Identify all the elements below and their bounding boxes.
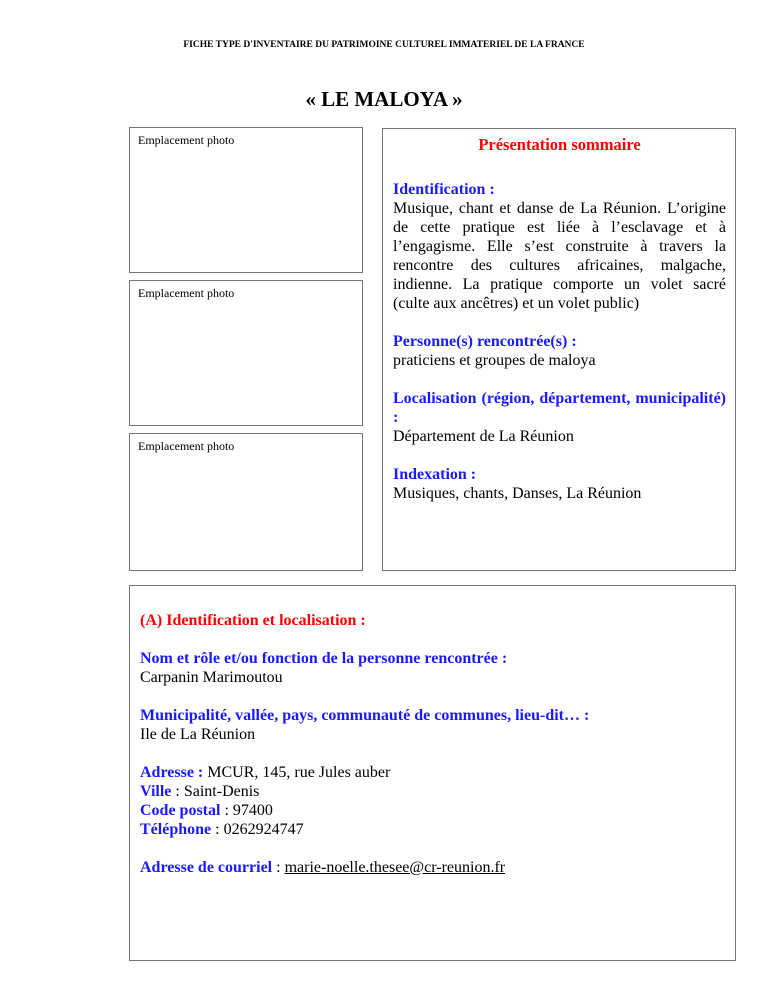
municipality-label: Municipalité, vallée, pays, communauté de communes, lieu-dit… : xyxy=(140,707,590,724)
name-label: Nom et rôle et/ou fonction de la personne rencontrée : xyxy=(140,650,508,667)
indexation-text: Musiques, chants, Danses, La Réunion xyxy=(393,485,642,502)
photo-placeholder: Emplacement photo xyxy=(129,127,363,273)
identification-section xyxy=(129,585,736,961)
address-value: MCUR, 145, rue Jules auber xyxy=(203,764,391,781)
name-value: Carpanin Marimoutou xyxy=(140,669,283,686)
persons-label: Personne(s) rencontrée(s) : xyxy=(393,333,577,350)
postal-value: : 97400 xyxy=(220,802,273,819)
city-label: Ville xyxy=(140,783,172,800)
email-label: Adresse de courriel xyxy=(140,859,273,876)
municipality-value: Ile de La Réunion xyxy=(140,726,256,743)
phone-value: : 0262924747 xyxy=(211,821,304,838)
summary-box xyxy=(382,128,736,571)
email-link[interactable]: marie-noelle.thesee@cr-reunion.fr xyxy=(284,859,506,876)
address-label: Adresse : xyxy=(140,764,204,781)
location-text: Département de La Réunion xyxy=(393,428,574,445)
identification-text: Musique, chant et danse de La Réunion. L’origine de cette pratique est liée à l’esclavage et à l’engagisme. Elle s’est construite à travers la rencontre des cultures africaines, malgache, indienne. La pratique comporte un volet sacré (culte aux ancêtres) et un volet public) xyxy=(393,200,726,312)
city-value: : Saint-Denis xyxy=(171,783,260,800)
postal-label: Code postal xyxy=(140,802,221,819)
location-label: Localisation (région, département, municipalité) : xyxy=(393,390,726,426)
persons-text: praticiens et groupes de maloya xyxy=(393,352,596,369)
photo-placeholder: Emplacement photo xyxy=(129,280,363,426)
email-separator: : xyxy=(272,859,285,876)
indexation-label: Indexation : xyxy=(393,466,477,483)
phone-label: Téléphone xyxy=(140,821,212,838)
section-a-title: (A) Identification et localisation : xyxy=(140,612,366,629)
summary-title: Présentation sommaire xyxy=(478,135,641,154)
document-header: FICHE TYPE D'INVENTAIRE DU PATRIMOINE CULTUREL IMMATERIEL DE LA FRANCE xyxy=(183,40,585,50)
photo-placeholder: Emplacement photo xyxy=(129,433,363,571)
document-title: « LE MALOYA » xyxy=(305,87,463,111)
identification-label: Identification : xyxy=(393,181,495,198)
